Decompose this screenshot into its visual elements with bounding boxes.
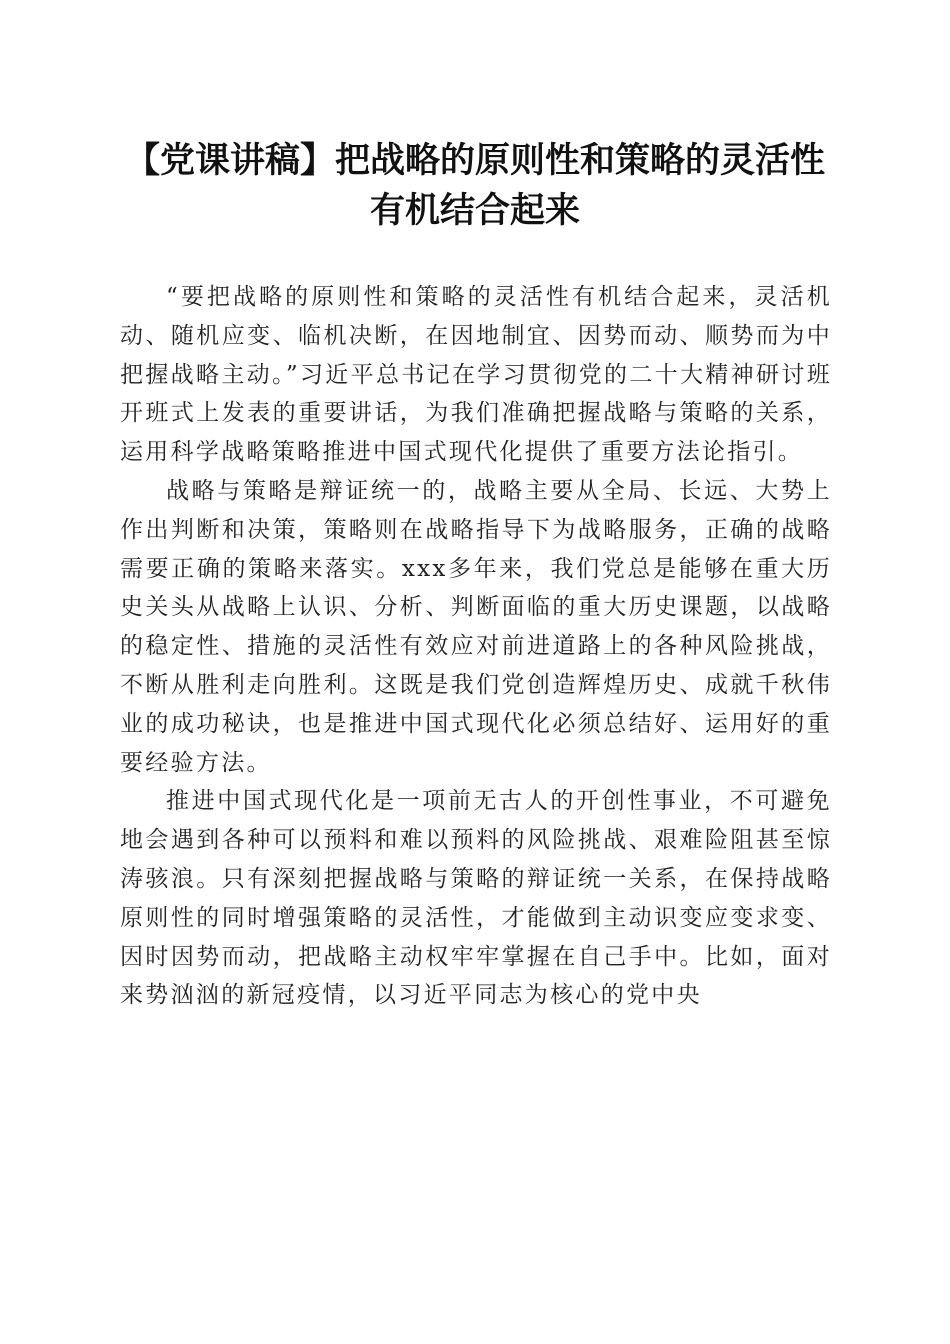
document-title <box>100 136 850 236</box>
title-line-1: 【党课讲稿】把战略的原则性和策略的灵活性 <box>124 140 825 181</box>
paragraph-2: 战略与策略是辩证统一的，战略主要从全局、长远、大势上作出判断和决策，策略则在战略指导下为战略服务，正确的战略需要正确的策略来落实。xxx多年来，我们党总是能够在重大历史关头从战略上认识、分析、判断面临的重大历史课题，以战略的稳定性、措施的灵活性有效应对前进道路上的各种风险挑战，不断从胜利走向胜利。这既是我们党创造辉煌历史、成就千秋伟业的成功秘诀，也是推进中国式现代化必须总结好、运用好的重要经验方法。 <box>120 477 832 776</box>
paragraph-1: “要把战略的原则性和策略的灵活性有机结合起来，灵活机动、随机应变、临机决断，在因地制宜、因势而动、顺势而为中把握战略主动。”习近平总书记在学习贯彻党的二十大精神研讨班开班式上发表的重要讲话，为我们准确把握战略与策略的关系，运用科学战略策略推进中国式现代化提供了重要方法论指引。 <box>120 284 832 466</box>
title-line-2: 有机结合起来 <box>369 190 580 231</box>
document-body <box>120 278 832 1015</box>
paragraph-3: 推进中国式现代化是一项前无古人的开创性事业，不可避免地会遇到各种可以预料和难以预料的风险挑战、艰难险阻甚至惊涛骇浪。只有深刻把握战略与策略的辩证统一关系，在保持战略原则性的同时增强策略的灵活性，才能做到主动识变应变求变、因时因势而动，把战略主动权牢牢掌握在自己手中。比如，面对来势汹汹的新冠疫情，以习近平同志为核心的党中央 <box>120 788 832 1009</box>
